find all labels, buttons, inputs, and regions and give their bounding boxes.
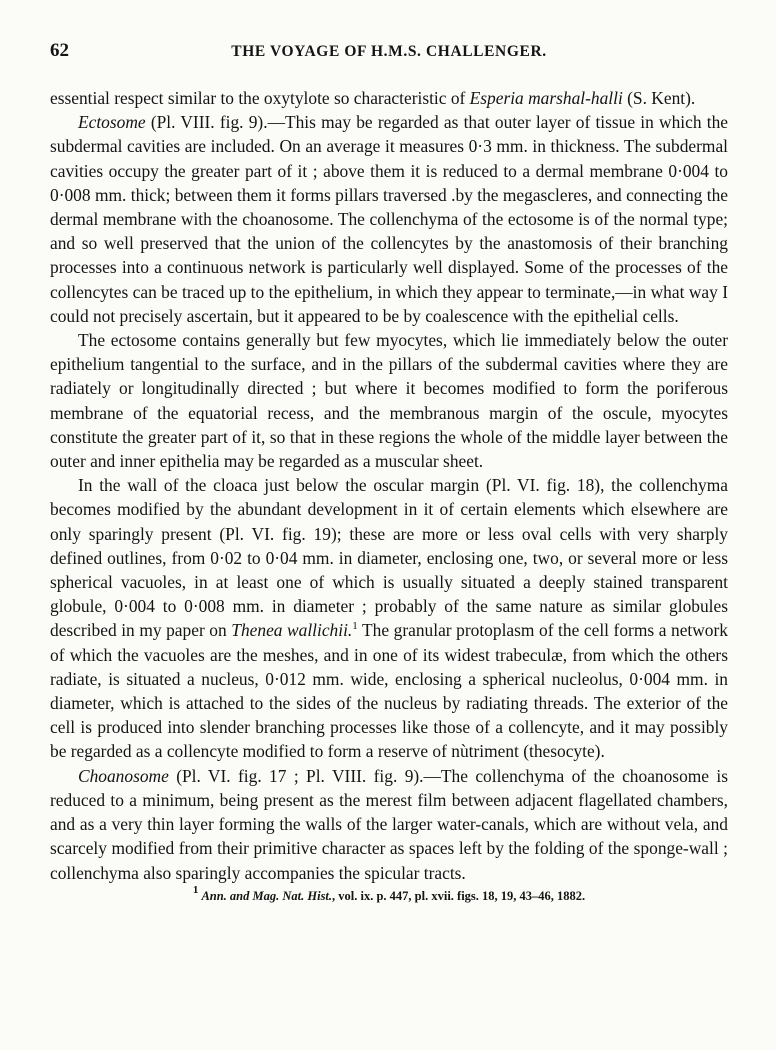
footnote bbox=[50, 883, 728, 904]
section-heading: Ectosome bbox=[78, 112, 146, 133]
running-title: THE VOYAGE OF H.M.S. CHALLENGER. bbox=[231, 43, 547, 60]
footnote-text: , vol. ix. p. 447, pl. xvii. figs. 18, 19, 43–46, 1882. bbox=[332, 888, 586, 903]
paragraph-text: The granular protoplasm of the cell forms a network of which the vacuoles are the meshes, and in one of its widest trabeculæ, from which the others radiate, is situated a nucleus, 0·012 mm. wide, enclosing a spherical nucleolus, 0·004 mm. in diameter, which is attached to the sides of the nucleus by radiating threads. The exterior of the cell is produced into slender branching processes like those of a collencyte, and it may possibly be regarded as a collencyte modified to form a reserve of nùtriment (thesocyte). bbox=[50, 620, 728, 762]
paragraph-text: The ectosome contains generally but few myocytes, which lie immediately below the outer epithelium tangential to the surface, and in the pillars of the subdermal cavities where they are radiately or longitudinally directed ; but where it becomes modified to form the poriferous membrane of the equatorial recess, and the membranous margin of the oscule, myocytes constitute the greater part of it, so that in these regions the whole of the middle layer between the outer and inner epithelia may be regarded as a muscular sheet. bbox=[50, 330, 728, 472]
footnote-marker: 1 bbox=[192, 883, 199, 896]
species-name: Thenea wallichii. bbox=[231, 620, 353, 641]
paragraph-text: essential respect similar to the oxytylote so characteristic of bbox=[50, 88, 470, 108]
paragraph-text: In the wall of the cloaca just below the oscular margin (Pl. VI. fig. 18), the collenchyma becomes modified by the abundant development in it of certain elements which elsewhere are only sparingly present (Pl. VI. fig. 19); these are more or less oval cells with very sharply defined outlines, from 0·02 to 0·04 mm. in diameter, enclosing one, two, or several more or less spherical vacuoles, in at least one of which is usually situated a deeply stained transparent globule, 0·004 to 0·008 mm. in diameter ; probably of the same nature as similar globules described in my paper on bbox=[50, 475, 728, 641]
body-text bbox=[50, 86, 728, 885]
species-name: Esperia marshal-halli bbox=[469, 88, 623, 108]
journal-title: Ann. and Mag. Nat. Hist. bbox=[201, 888, 333, 903]
paragraph-ectosome bbox=[50, 110, 728, 328]
paragraph-text: (S. Kent). bbox=[622, 88, 696, 108]
paragraph-choanosome bbox=[50, 764, 728, 885]
footnote-reference[interactable]: 1 bbox=[352, 620, 358, 633]
section-heading: Choanosome bbox=[78, 765, 169, 786]
paragraph-text: (Pl. VIII. fig. 9).—This may be regarded as that outer layer of tissue in which the subdermal cavities are included. On an average it measures 0·3 mm. in thickness. The subdermal cavities occupy the greater part of it ; above them it is reduced to a dermal membrane 0·004 to 0·008 mm. thick; between them it forms pillars traversed .by the megascleres, and connecting the dermal membrane with the choanosome. The collenchyma of the ectosome is of the normal type; and so well preserved that the union of the collencytes by the anastomosis of their branching processes into a continuous network is particularly well displayed. Some of the processes of the collencytes can be traced up to the epithelium, in which they appear to terminate,—in what way I could not precisely ascertain, but it appeared to be by coalescence with the epithelial cells. bbox=[50, 112, 728, 326]
paragraph-text: (Pl. VI. fig. 17 ; Pl. VIII. fig. 9).—The collenchyma of the choanosome is reduced to a minimum, being present as the merest film between adjacent flagellated chambers, and as a very thin layer forming the walls of the larger water-canals, which are without vela, and scarcely modified from their primitive character as spaces left by the folding of the sponge-wall ; collenchyma also sparingly accompanies the spicular tracts. bbox=[50, 765, 728, 883]
page-number: 62 bbox=[50, 40, 69, 61]
paragraph-myocytes bbox=[50, 328, 728, 473]
paragraph-continuation bbox=[50, 86, 728, 110]
paragraph-cloaca bbox=[50, 473, 728, 763]
document-page bbox=[50, 40, 728, 904]
page-header bbox=[50, 40, 728, 66]
